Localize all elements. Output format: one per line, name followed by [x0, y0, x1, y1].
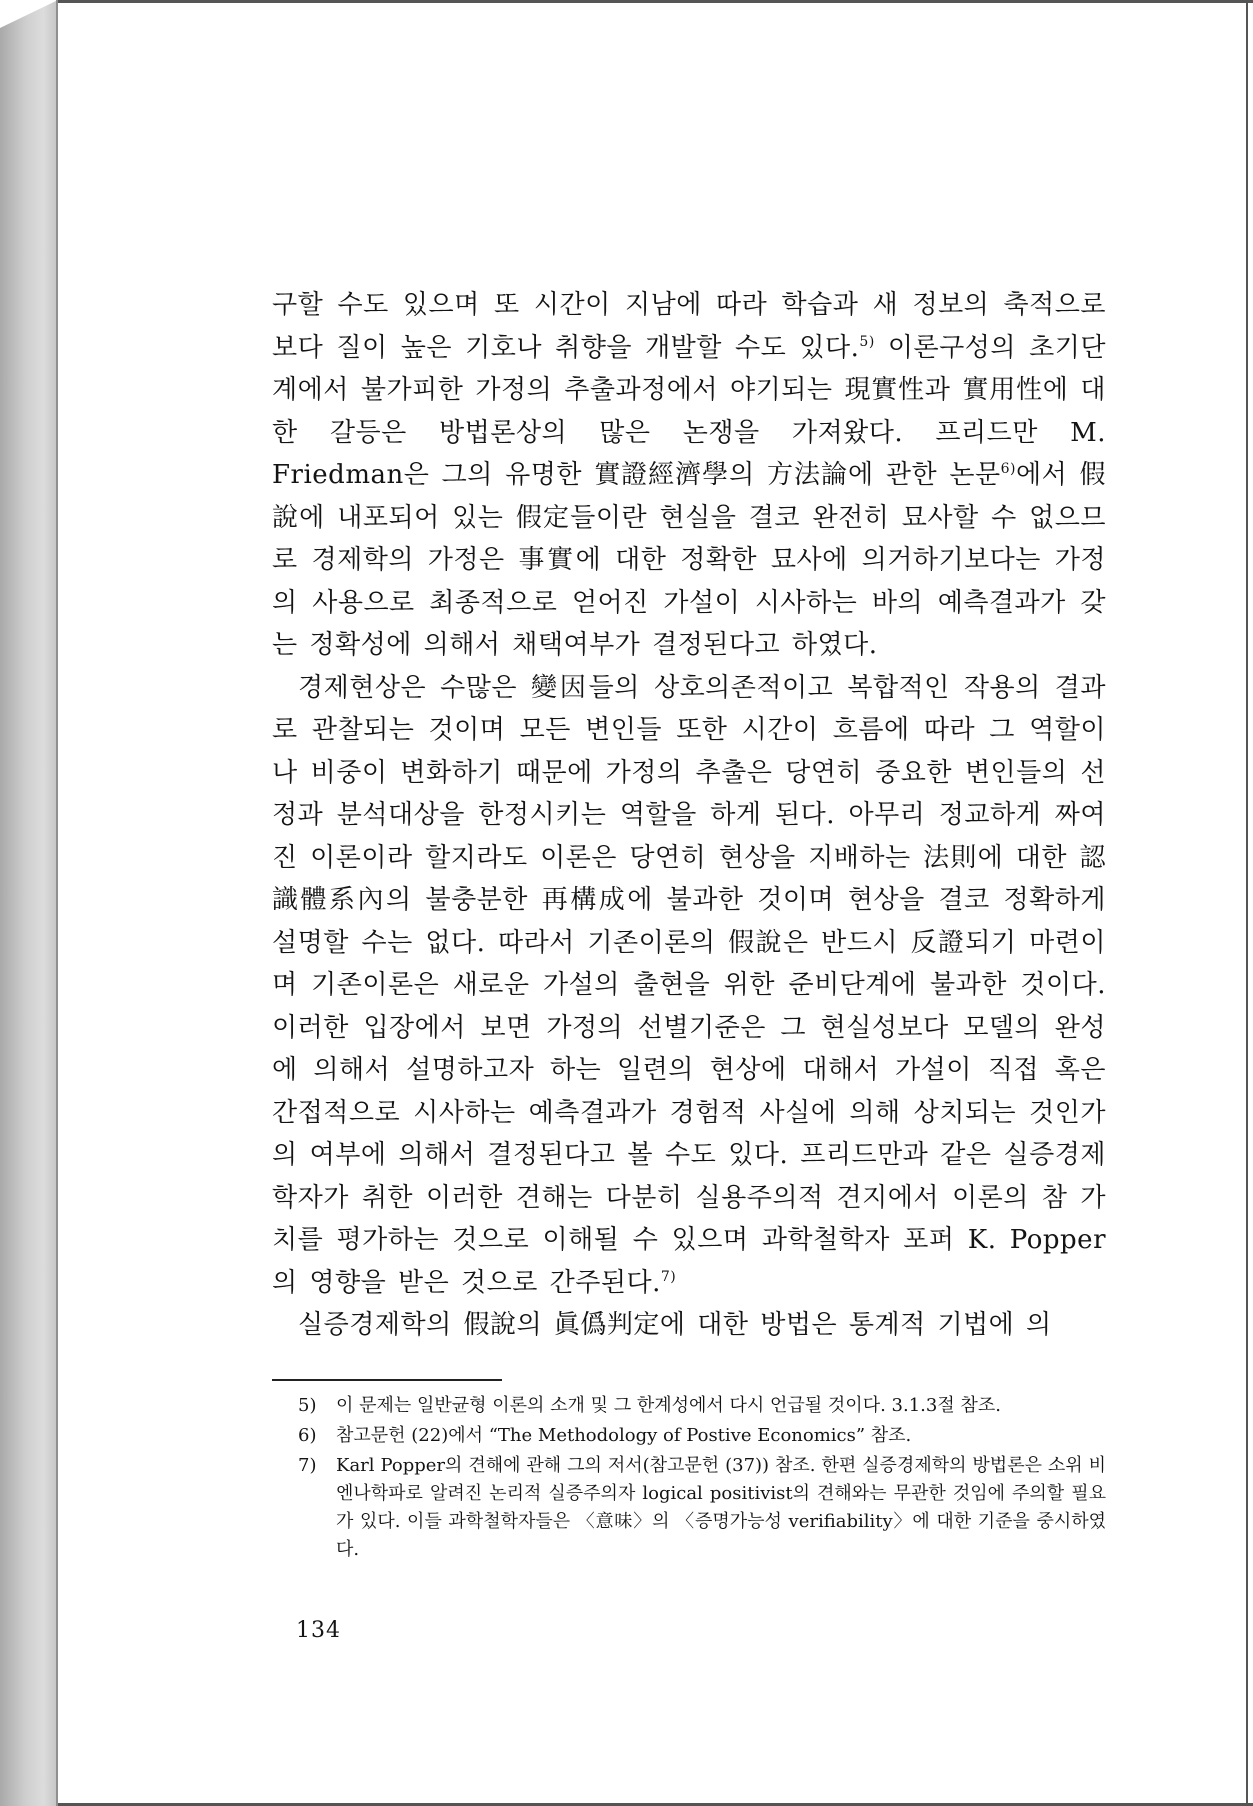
paragraph-1-part-a: 구할 수도 있으며 또 시간이 지남에 따라 학습과 새 정보의 축적으로 보다 질이 높은 기호나 취향을 개발할 수도 있다.: [272, 290, 1106, 363]
page-number: 134: [296, 1618, 341, 1643]
paragraph-2-text: 경제현상은 수많은 變因들의 상호의존적이고 복합적인 작용의 결과로 관찰되는 것이며 모든 변인들 또한 시간이 흐름에 따라 그 역할이나 비중이 변화하기 때문에 가정의 추출은 당연히 중요한 변인들의 선정과 분석대상을 한정시키는 역할을 하게 된다. 아무리 정교하게 짜여진 이론이라 할지라도 이론은 당연히 현상을 지배하는 法則에 대한 認識體系內의 불충분한 再構成에 불과한 것이며 현상을 결코 정확하게 설명할 수는 없다. 따라서 기존이론의 假說은 반드시 反證되기 마련이며 기존이론은 새로운 가설의 출현을 위한 준비단계에 불과한 것이다. 이러한 입장에서 보면 가정의 선별기준은 그 현실성보다 모델의 완성에 의해서 설명하고자 하는 일련의 현상에 대해서 가설이 직접 혹은 간접적으로 시사하는 예측결과가 경험적 사실에 의해 상치되는 것인가의 여부에 의해서 결정된다고 볼 수도 있다. 프리드만과 같은 실증경제학자가 취한 이러한 견해는 다분히 실용주의적 견지에서 이론의 참 가치를 평가하는 것으로 이해될 수 있으며 과학철학자 포퍼 K. Popper의 영향을 받은 것으로 간주된다.: [272, 672, 1106, 1298]
footnotes: [298, 1392, 1106, 1566]
book-spine-edge: [0, 0, 58, 1806]
footnote-divider: [272, 1379, 502, 1381]
paragraph-1-part-b: 이론구성의 초기단계에서 불가피한 가정의 추출과정에서 야기되는 現實性과 實用性에 대한 갈등은 방법론상의 많은 논쟁을 가져왔다. 프리드만 M. Friedman은 그의 유명한 實證經濟學의 方法論에 관한 논문: [272, 332, 1106, 490]
page-top-border: [58, 0, 1253, 3]
footnote-6: [298, 1422, 1106, 1450]
footnote-7: [298, 1452, 1106, 1564]
footnote-ref-6: 6): [1000, 461, 1016, 477]
body-text: [272, 284, 1106, 1347]
footnote-number: 7): [298, 1455, 317, 1476]
footnote-ref-7: 7): [660, 1268, 677, 1285]
footnote-ref-5: 5): [859, 333, 875, 350]
footnote-5: [298, 1392, 1106, 1420]
paragraph-1: [272, 284, 1106, 667]
footnote-number: 5): [298, 1395, 317, 1416]
footnote-text: 이 문제는 일반균형 이론의 소개 및 그 한계성에서 다시 언급될 것이다. 3.1.3절 참조.: [336, 1395, 1001, 1416]
footnote-text: Karl Popper의 견해에 관해 그의 저서(참고문헌 (37)) 참조. 한편 실증경제학의 방법론은 소위 비엔나학파로 알려진 논리적 실증주의자 logical positivist의 견해와는 무관한 것임에 주의할 필요가 있다. 이들 과학철학자들은 〈意味〉의 〈증명가능성 verifiability〉에 대한 기준을 중시하였다.: [336, 1455, 1106, 1560]
paragraph-1-part-c: 에서 假說에 내포되어 있는 假定들이란 현실을 결코 완전히 묘사할 수 없으므로 경제학의 가정은 事實에 대한 정확한 묘사에 의거하기보다는 가정의 사용으로 최종적으로 얻어진 가설이 시사하는 바의 예측결과가 갖는 정확성에 의해서 채택여부가 결정된다고 하였다.: [272, 460, 1106, 660]
paragraph-3: [272, 1304, 1106, 1347]
paragraph-3-text: 실증경제학의 假說의 眞僞判定에 대한 방법은 통계적 기법에 의: [298, 1310, 1052, 1340]
paragraph-2: [272, 667, 1106, 1305]
footnote-number: 6): [298, 1425, 317, 1446]
footnote-text: 참고문헌 (22)에서 “The Methodology of Postive Economics” 참조.: [336, 1425, 912, 1446]
